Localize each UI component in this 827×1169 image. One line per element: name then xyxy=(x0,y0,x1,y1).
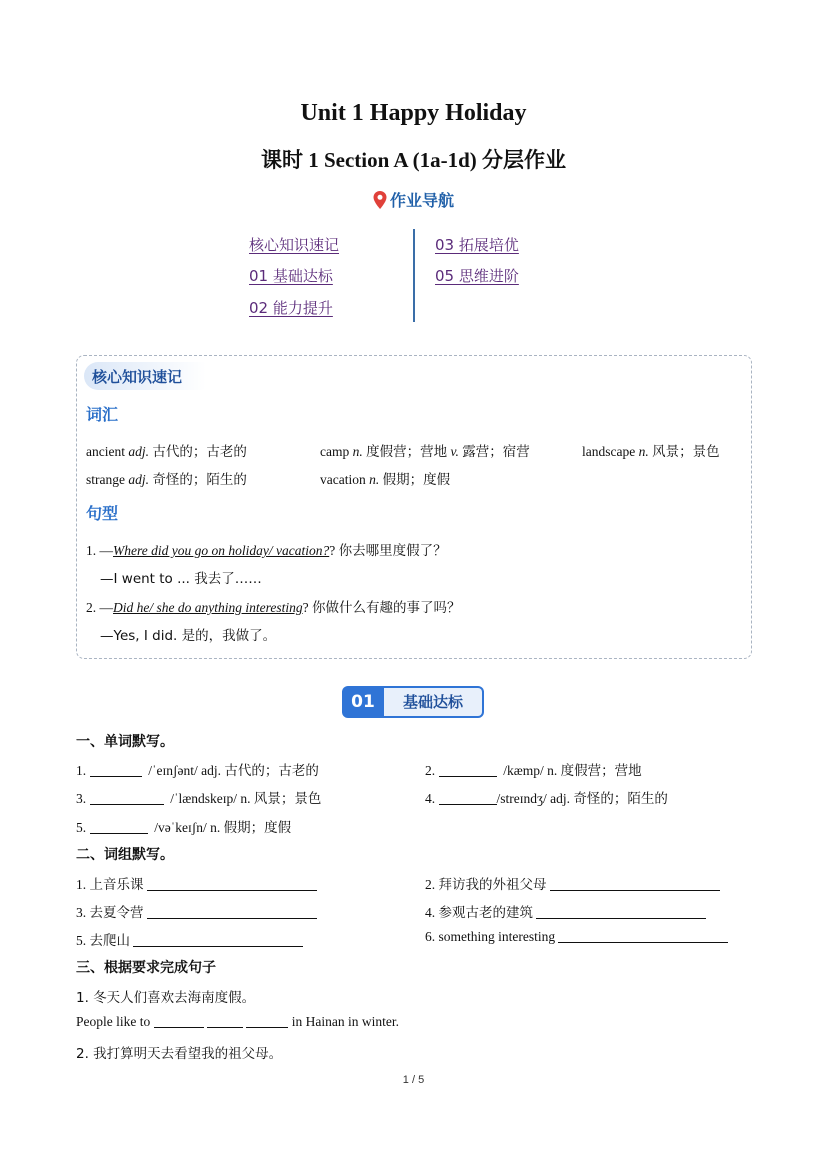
answer-blank[interactable] xyxy=(147,905,317,919)
phrase-item: 1. 上音乐课 xyxy=(76,873,317,893)
answer-blank[interactable] xyxy=(536,905,706,919)
vocab-item: ancient adj. 古代的；古老的 xyxy=(86,444,247,460)
answer-blank[interactable] xyxy=(558,929,728,943)
answer-blank[interactable] xyxy=(133,933,303,947)
part1-title: 一、单词默写。 xyxy=(76,734,174,750)
nav-link-03[interactable]: 03 拓展培优 xyxy=(435,236,519,254)
nav-heading xyxy=(0,188,827,211)
page-subtitle: 课时 1 Section A (1a-1d) 分层作业 xyxy=(260,148,567,172)
word-item: 2. /kæmp/ n. 度假营；营地 xyxy=(425,763,642,779)
answer-blank[interactable] xyxy=(550,877,720,891)
vocab-item: strange adj. 奇怪的；陌生的 xyxy=(86,472,247,488)
vocab-heading: 词汇 xyxy=(86,405,119,424)
answer-blank[interactable] xyxy=(154,1014,204,1028)
badge-number: 01 xyxy=(342,686,384,718)
part2-title: 二、词组默写。 xyxy=(76,847,174,863)
nav-link-02[interactable]: 02 能力提升 xyxy=(249,299,333,317)
word-item: 4. /streɪndʒ/ adj. 奇怪的；陌生的 xyxy=(425,791,668,807)
knowledge-box-header xyxy=(84,362,206,390)
page-number: 1 / 5 xyxy=(402,1074,425,1086)
question-1-answer: People like to in Hainan in winter. xyxy=(76,1014,399,1029)
vocab-item: vacation n. 假期；度假 xyxy=(320,472,451,488)
map-pin-icon xyxy=(373,191,387,209)
phrase-item: 4. 参观古老的建筑 xyxy=(425,901,706,921)
answer-blank[interactable] xyxy=(439,763,497,777)
word-item: 5. /vəˈkeɪʃn/ n. 假期；度假 xyxy=(76,820,292,836)
answer-blank[interactable] xyxy=(439,791,497,805)
phrase-item: 3. 去夏令营 xyxy=(76,901,317,921)
nav-link-05[interactable]: 05 思维进阶 xyxy=(435,267,519,285)
answer-blank[interactable] xyxy=(90,820,148,834)
page-title: Unit 1 Happy Holiday xyxy=(300,100,527,126)
question-1: 1. 冬天人们喜欢去海南度假。 xyxy=(76,990,256,1006)
phrase-item: 2. 拜访我的外祖父母 xyxy=(425,873,720,893)
section-01-badge[interactable] xyxy=(342,686,484,718)
answer-blank[interactable] xyxy=(147,877,317,891)
answer-blank[interactable] xyxy=(246,1014,288,1028)
nav-title: 作业导航 xyxy=(389,191,454,210)
answer-blank[interactable] xyxy=(90,791,164,805)
answer-blank[interactable] xyxy=(207,1014,243,1028)
badge-label: 基础达标 xyxy=(384,686,484,718)
sentence-pattern: 1. —Where did you go on holiday/ vacation?? 你去哪里度假了？ xyxy=(86,543,447,559)
phrase-item: 6. something interesting xyxy=(425,929,728,945)
word-item: 1. /ˈeɪnʃənt/ adj. 古代的；古老的 xyxy=(76,763,319,779)
sentence-pattern: 2. —Did he/ she do anything interesting? 你做什么有趣的事了吗？ xyxy=(86,600,461,616)
vocab-item: camp n. 度假营；营地 v. 露营；宿营 xyxy=(320,444,530,460)
sentence-reply: —Yes, I did. 是的，我做了。 xyxy=(100,628,277,644)
nav-link-01[interactable]: 01 基础达标 xyxy=(249,267,333,285)
sentence-reply: —I went to ... 我去了…… xyxy=(100,571,262,587)
vocab-item: landscape n. 风景；景色 xyxy=(582,444,720,460)
phrase-item: 5. 去爬山 xyxy=(76,929,303,949)
nav-link-core[interactable]: 核心知识速记 xyxy=(249,236,340,254)
sentence-heading: 句型 xyxy=(86,504,119,523)
word-item: 3. /ˈlændskeɪp/ n. 风景；景色 xyxy=(76,791,322,807)
nav-divider xyxy=(413,229,415,322)
answer-blank[interactable] xyxy=(90,763,142,777)
part3-title: 三、根据要求完成句子 xyxy=(76,960,216,976)
question-2: 2. 我打算明天去看望我的祖父母。 xyxy=(76,1046,283,1062)
knowledge-box-title: 核心知识速记 xyxy=(92,368,183,386)
